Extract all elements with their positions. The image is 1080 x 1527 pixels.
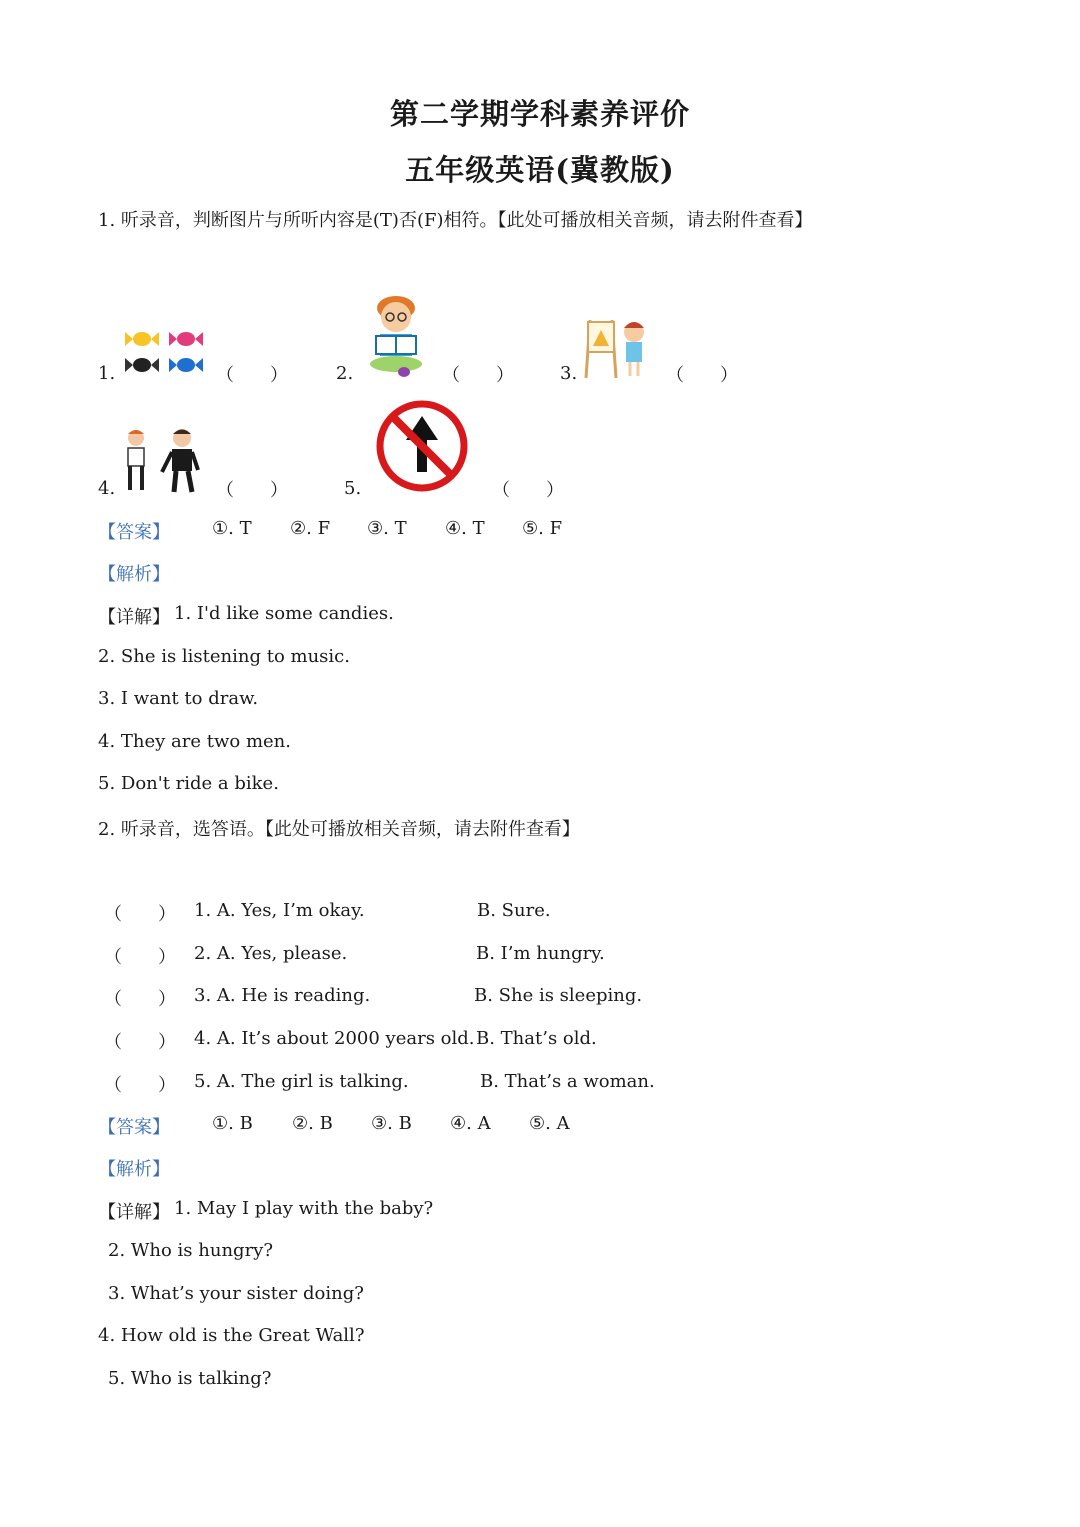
q2-option-b: B. She is sleeping. (474, 985, 643, 1006)
q1-answer-paren[interactable]: （ ） (442, 365, 514, 386)
q2-option-a: 1. A. Yes, I’m okay. (194, 900, 365, 921)
two-men-icon (118, 426, 204, 496)
q1-answer-paren[interactable]: （ ） (216, 480, 288, 501)
q1-detail-line: 1. I'd like some candies. (174, 603, 394, 624)
q2-answer-label: 【答案】 (98, 1117, 170, 1138)
q2-answer-paren[interactable]: （ ） (104, 904, 176, 925)
q1-answer-paren[interactable]: （ ） (492, 480, 564, 501)
q1-detail-line: 3. I want to draw. (98, 688, 259, 709)
q2-answer-paren[interactable]: （ ） (104, 1075, 176, 1096)
q2-option-a: 5. A. The girl is talking. (194, 1071, 409, 1092)
page-subtitle: 五年级英语(冀教版) (405, 153, 675, 187)
q1-answer: ③. T (367, 518, 407, 539)
q1-answer-paren[interactable]: （ ） (216, 365, 288, 386)
q2-answer: ④. A (450, 1113, 491, 1134)
q1-detail-line: 4. They are two men. (98, 731, 291, 752)
q2-option-a: 2. A. Yes, please. (194, 943, 348, 964)
q1-detail-line: 5. Don't ride a bike. (98, 773, 279, 794)
q2-option-b: B. Sure. (477, 900, 551, 921)
no-entry-sign-icon (376, 400, 468, 492)
q2-detail-label: 【详解】 (98, 1202, 170, 1223)
q2-analysis-label: 【解析】 (98, 1159, 170, 1180)
q2-answer-paren[interactable]: （ ） (104, 989, 176, 1010)
q1-instruction: 1. 听录音，判断图片与所听内容是(T)否(F)相符。【此处可播放相关音频，请去附件查看】 (98, 210, 813, 231)
q1-answer: ④. T (445, 518, 485, 539)
q2-option-b: B. That’s a woman. (480, 1071, 655, 1092)
q1-answer: ⑤. F (522, 518, 563, 539)
q2-answer: ②. B (292, 1113, 333, 1134)
q1-answer: ①. T (212, 518, 252, 539)
q2-detail-line: 1. May I play with the baby? (174, 1198, 434, 1219)
q2-answer-paren[interactable]: （ ） (104, 947, 176, 968)
q2-option-b: B. That’s old. (476, 1028, 597, 1049)
q2-detail-line: 2. Who is hungry? (108, 1240, 273, 1261)
q2-answer: ③. B (371, 1113, 412, 1134)
boy-reading-icon (364, 290, 428, 380)
q1-item-number: 4. (98, 478, 116, 499)
q2-answer: ①. B (212, 1113, 253, 1134)
q2-detail-line: 4. How old is the Great Wall? (98, 1325, 365, 1346)
q1-answer-paren[interactable]: （ ） (666, 365, 738, 386)
q1-answer-label: 【答案】 (98, 522, 170, 543)
q1-detail-label: 【详解】 (98, 607, 170, 628)
candies-icon (122, 326, 208, 378)
q2-option-a: 3. A. He is reading. (194, 985, 371, 1006)
q2-instruction: 2. 听录音，选答语。【此处可播放相关音频，请去附件查看】 (98, 819, 580, 840)
q2-detail-line: 5. Who is talking? (108, 1368, 272, 1389)
q1-item-number: 3. (560, 363, 578, 384)
q1-item-number: 2. (336, 363, 354, 384)
q2-option-b: B. I’m hungry. (476, 943, 605, 964)
q1-item-number: 1. (98, 363, 116, 384)
q1-item-number: 5. (344, 478, 362, 499)
page-title: 第二学期学科素养评价 (389, 97, 690, 131)
q1-detail-line: 2. She is listening to music. (98, 646, 350, 667)
q2-detail-line: 3. What’s your sister doing? (108, 1283, 364, 1304)
girl-drawing-icon (582, 312, 652, 380)
q1-analysis-label: 【解析】 (98, 564, 170, 585)
q2-answer-paren[interactable]: （ ） (104, 1032, 176, 1053)
q1-answer: ②. F (290, 518, 331, 539)
q2-answer: ⑤. A (529, 1113, 570, 1134)
q2-option-a: 4. A. It’s about 2000 years old. (194, 1028, 475, 1049)
